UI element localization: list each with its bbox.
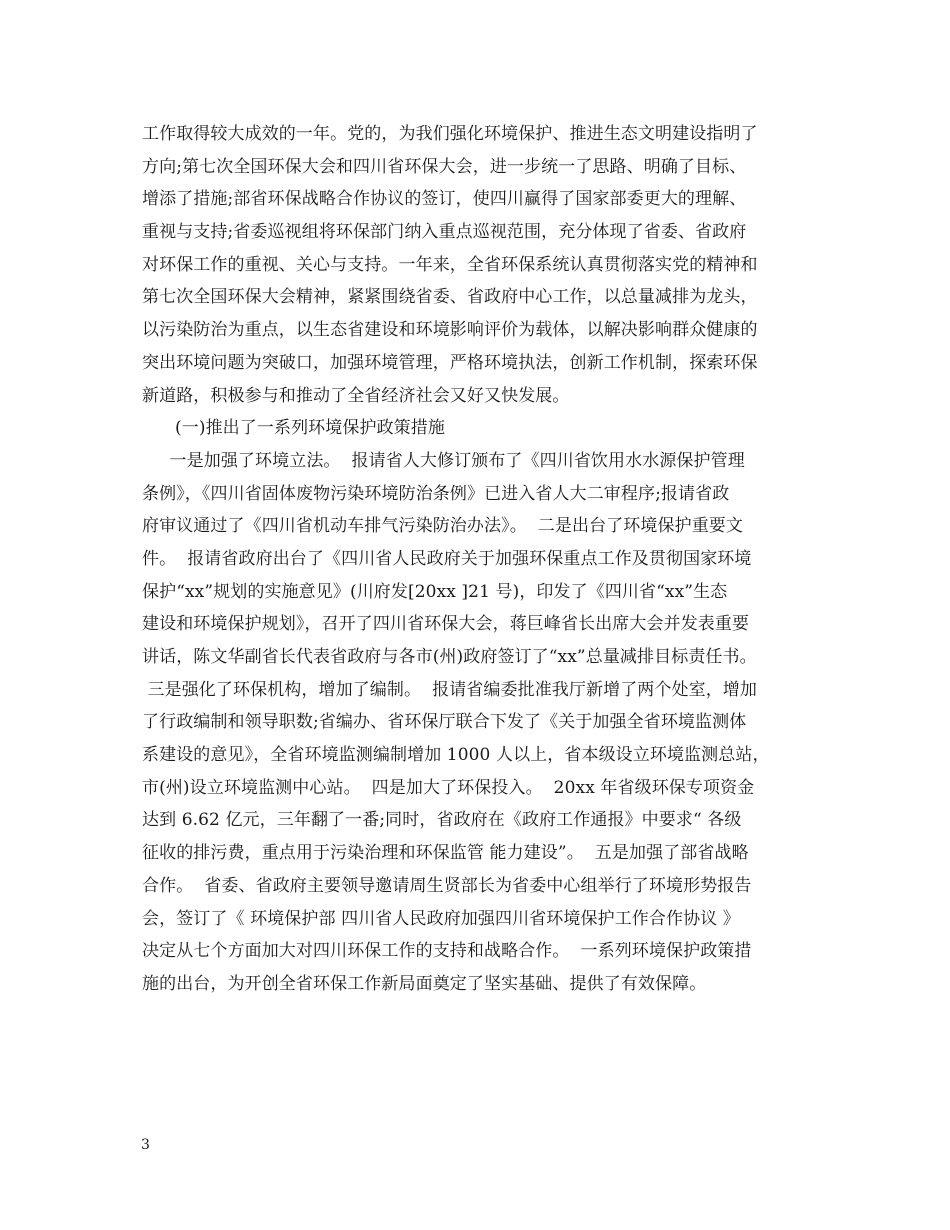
text-line: 系建设的意见》，全省环境监测编制增加 1000 人以上，省本级设立环境监测总站， xyxy=(142,745,770,766)
text-line: 增添了措施;部省环保战略合作协议的签订，使四川赢得了国家部委更大的理解、 xyxy=(142,189,747,210)
text-line: 会，签订了《 环境保护部 四川省人民政府加强四川省环境保护工作合作协议 》 xyxy=(142,908,740,929)
text-line: 对环保工作的重视、关心与支持。一年来，全省环保系统认真贯彻落实党的精神和 xyxy=(142,254,758,275)
document-body xyxy=(142,118,832,1001)
text-line: 条例》，《四川省固体废物污染环境防治条例》已进入省人大二审程序;报请省政 xyxy=(142,483,730,504)
text-line: 第七次全国环保大会精神，紧紧围绕省委、省政府中心工作，以总量减排为龙头， xyxy=(142,287,758,308)
page-number: 3 xyxy=(141,1137,150,1153)
text-line: 府审议通过了《四川省机动车排气污染防治办法》。 二是出台了环境保护重要文 xyxy=(142,516,744,537)
text-line: 突出环境问题为突破口，加强环境管理，严格环境执法，创新工作机制，探索环保 xyxy=(142,352,758,373)
text-line: 重视与支持;省委巡视组将环保部门纳入重点巡视范围，充分体现了省委、省政府 xyxy=(142,222,747,243)
text-line: 达到 6.62 亿元，三年翻了一番;同时，省政府在《政府工作通报》中要求“ 各级 xyxy=(142,810,742,831)
text-line: 决定从七个方面加大对四川环保工作的支持和战略合作。 一系列环境保护政策措 xyxy=(142,941,752,962)
text-line: 三是强化了环保机构，增加了编制。 报请省编委批准我厅新增了两个处室，增加 xyxy=(142,679,758,700)
text-line: 合作。 省委、省政府主要领导邀请周生贤部长为省委中心组举行了环境形势报告 xyxy=(142,875,752,896)
text-line: 保护“xx”规划的实施意见》(川府发[20xx ]21 号)，印发了《四川省“xx”生态 xyxy=(142,581,728,602)
text-line: 施的出台，为开创全省环保工作新局面奠定了坚实基础、提供了有效保障。 xyxy=(142,973,707,994)
text-line: 市(州)设立环境监测中心站。 四是加大了环保投入。 20xx 年省级环保专项资金 xyxy=(142,777,755,798)
text-line: 征收的排污费，重点用于污染治理和环保监管 能力建设”。 五是加强了部省战略 xyxy=(142,843,749,864)
text-line: 方向;第七次全国环保大会和四川省环保大会，进一步统一了思路、明确了目标、 xyxy=(142,156,747,177)
text-line: 了行政编制和领导职数;省编办、省环保厅联合下发了《关于加强全省环境监测体 xyxy=(142,712,747,733)
text-line: 建设和环境保护规划》，召开了四川省环保大会，蒋巨峰省长出席大会并发表重要 xyxy=(142,614,750,635)
text-line: 以污染防治为重点，以生态省建设和环境影响评价为载体，以解决影响群众健康的 xyxy=(142,320,758,341)
section-heading: (一)推出了一系列环境保护政策措施 xyxy=(142,418,445,439)
text-line: 一是加强了环境立法。 报请省人大修订颁布了《四川省饮用水水源保护管理 xyxy=(142,450,745,471)
text-line: 讲话，陈文华副省长代表省政府与各市(州)政府签订了“xx”总量减排目标责任书。 xyxy=(142,647,757,667)
text-line: 新道路，积极参与和推动了全省经济社会又好又快发展。 xyxy=(142,385,570,406)
text-line: 工作取得较大成效的一年。党的，为我们强化环境保护、推进生态文明建设指明了 xyxy=(142,124,758,144)
text-line: 件。 报请省政府出台了《四川省人民政府关于加强环保重点工作及贯彻国家环境 xyxy=(142,548,752,569)
